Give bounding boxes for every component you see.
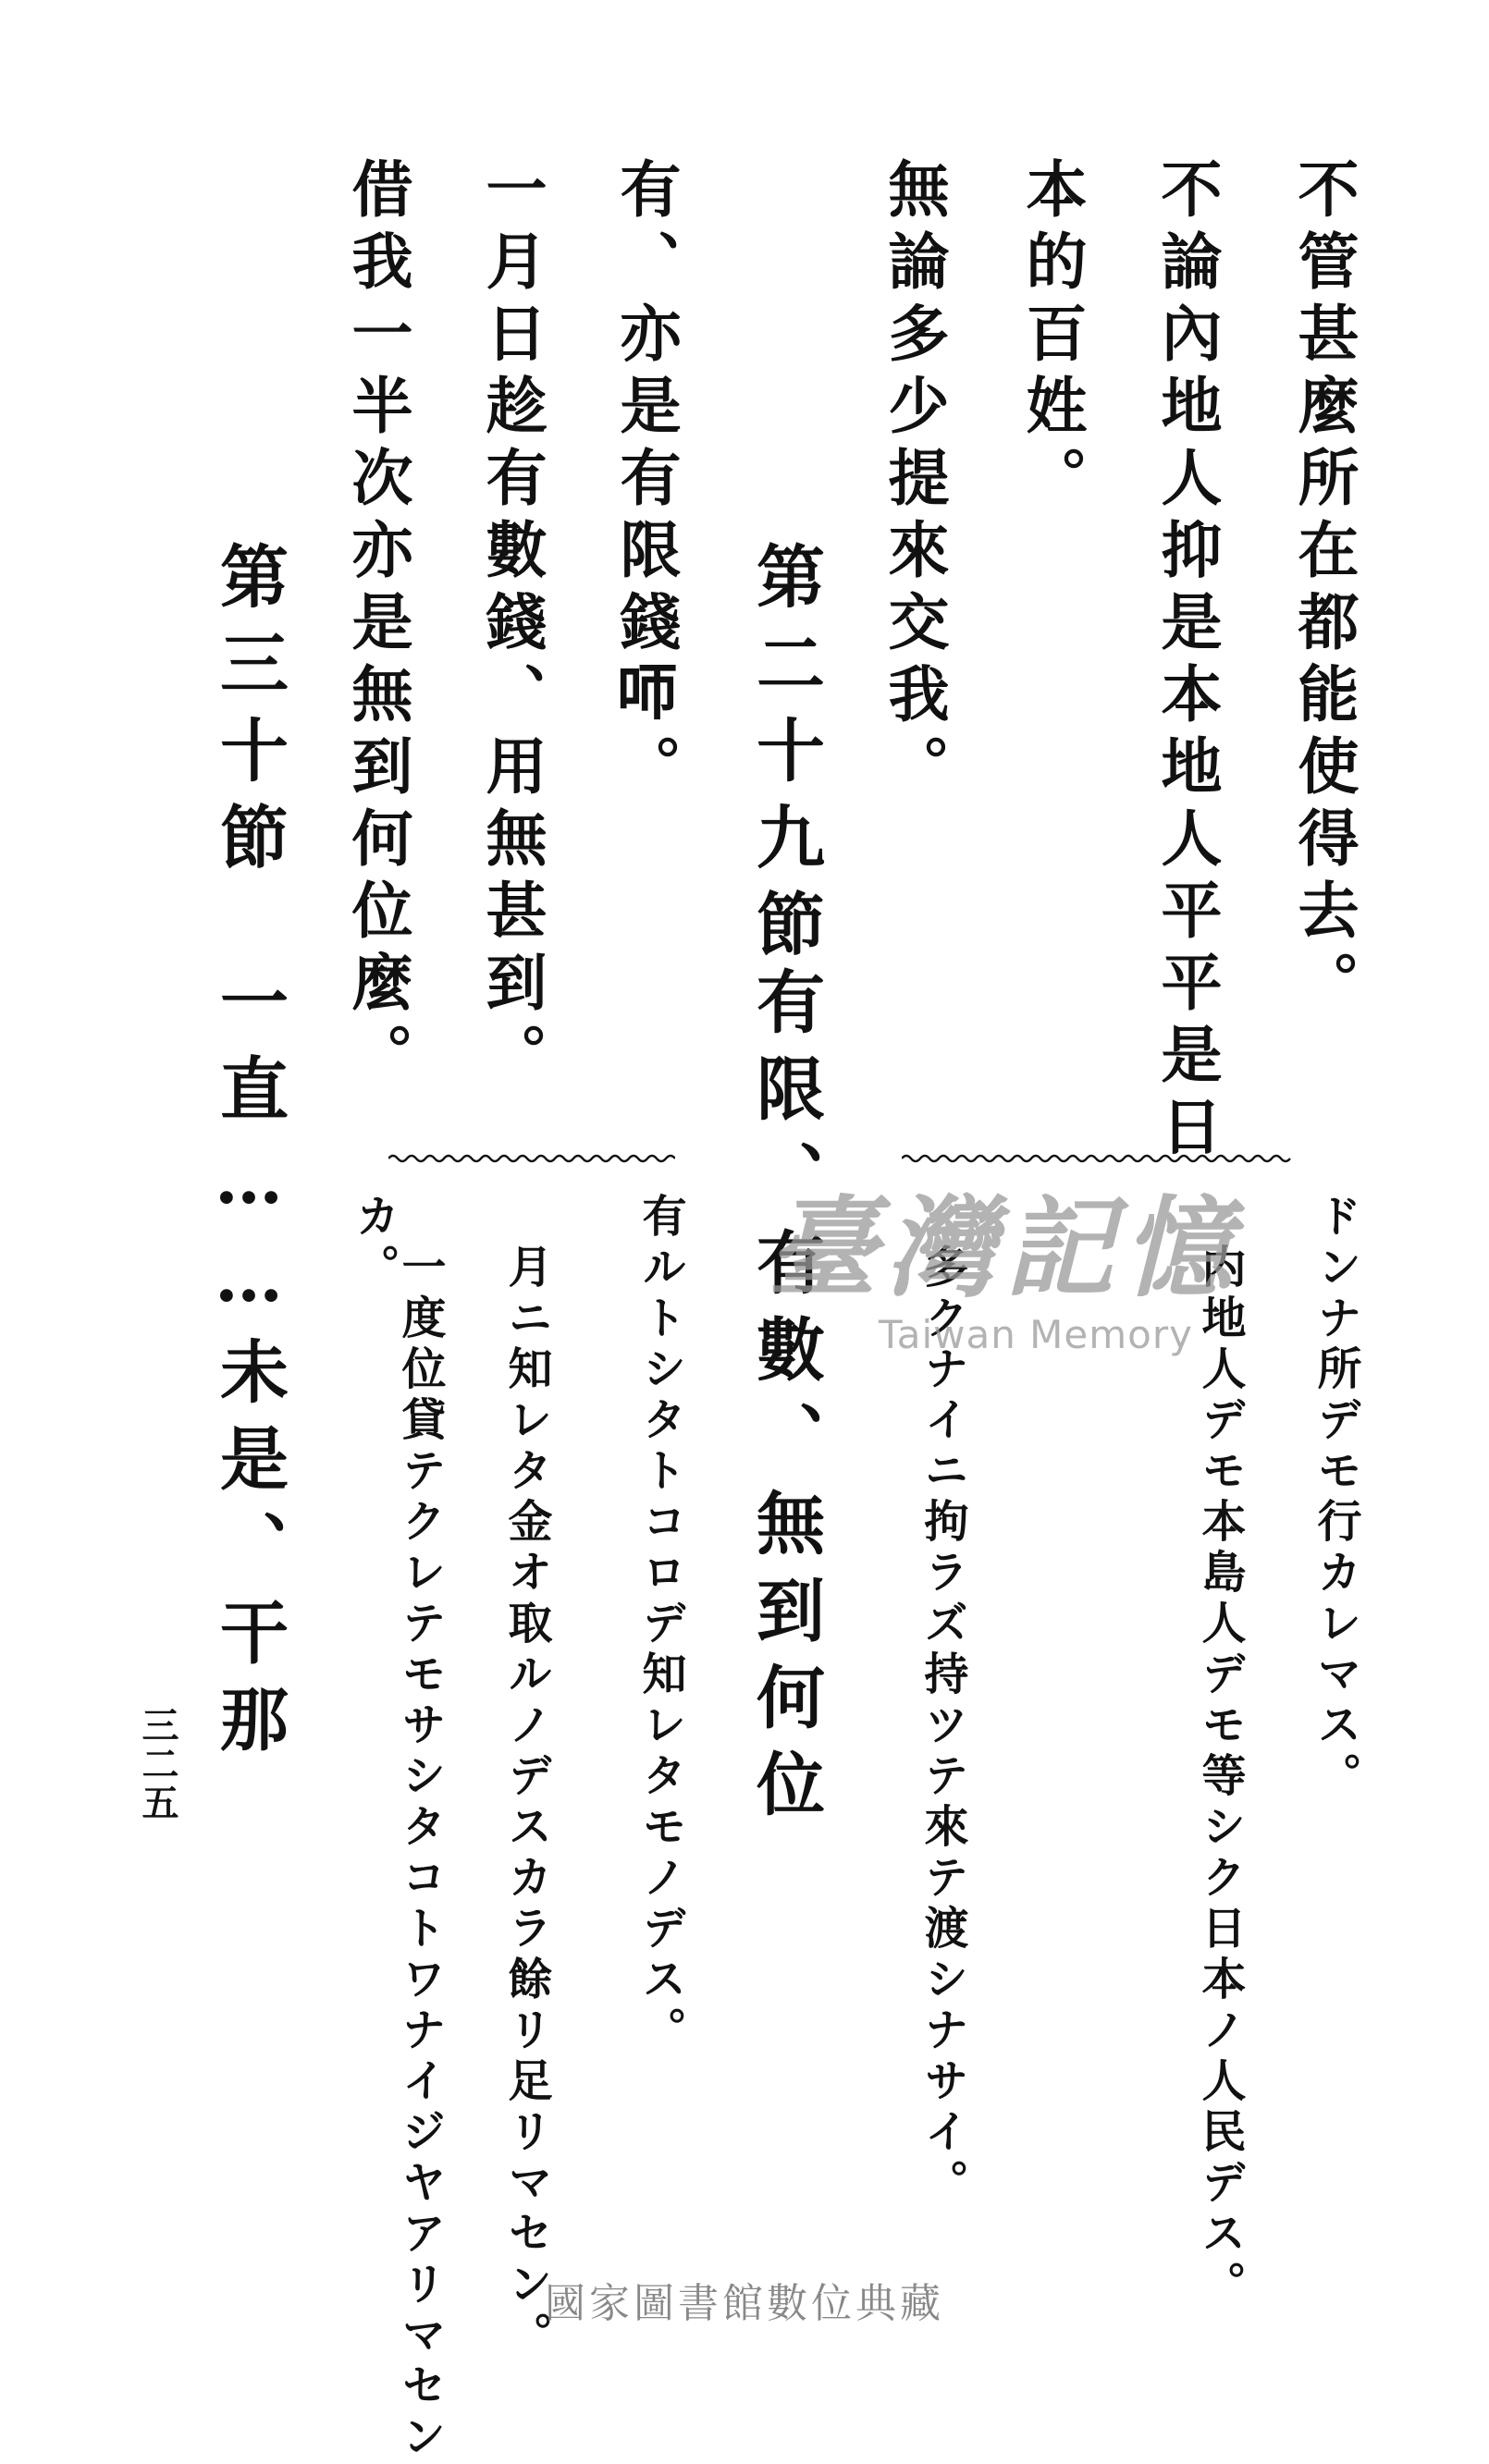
section-number: 第二十九節	[745, 541, 825, 975]
page-number: 三二五	[136, 1706, 179, 1822]
text-line: 不管甚麼所在都能使得去。	[1287, 157, 1360, 1023]
section-topic: 有限、有數、無到何位	[745, 966, 825, 1835]
translation-line: 多クナイニ拘ラズ持ツテ來テ渡シナサイ。	[917, 1244, 968, 2210]
section-number: 第三十節	[209, 541, 289, 889]
section-heading	[745, 541, 825, 975]
watermark-logo	[768, 1160, 1267, 1357]
footer-credit: 國家圖書館數位典藏	[545, 2280, 944, 2327]
translation-line: 有ルトシタトコロデ知レタモノデス。	[634, 1193, 686, 2057]
text-line: 無論多少提來交我。	[878, 157, 950, 806]
translation-line: 一度位貸テクレテモサシタコトワナイジヤアリマセン	[394, 1244, 446, 2464]
text-line: 不論內地人抑是本地人平平是日	[1151, 157, 1223, 1167]
translation-line: ドンナ所デモ行カレマス。	[1310, 1193, 1361, 1803]
watermark-title: 臺灣記憶	[768, 1183, 1242, 1312]
translation-line: カ。	[348, 1193, 400, 1294]
text-line: 借我一半次亦是無到何位麼。	[341, 157, 413, 1095]
watermark-subtitle: Taiwan Memory	[879, 1312, 1193, 1357]
section-heading	[209, 541, 289, 889]
text-line: 有、亦是有限錢𠯗。	[609, 157, 682, 806]
text-line: 一月日趁有數錢、用無甚到。	[475, 157, 548, 1095]
text-line: 本的百姓。	[1015, 157, 1088, 518]
translation-line: 月ニ知レタ金オ取ルノデスカラ餘リ足リマセン。	[500, 1244, 552, 2362]
translation-line: 内地人デモ本島人デモ等シク日本ノ人民デス。	[1194, 1244, 1246, 2311]
wavy-divider	[388, 1152, 675, 1165]
section-topic: 一直……未是、干那	[209, 966, 289, 1771]
